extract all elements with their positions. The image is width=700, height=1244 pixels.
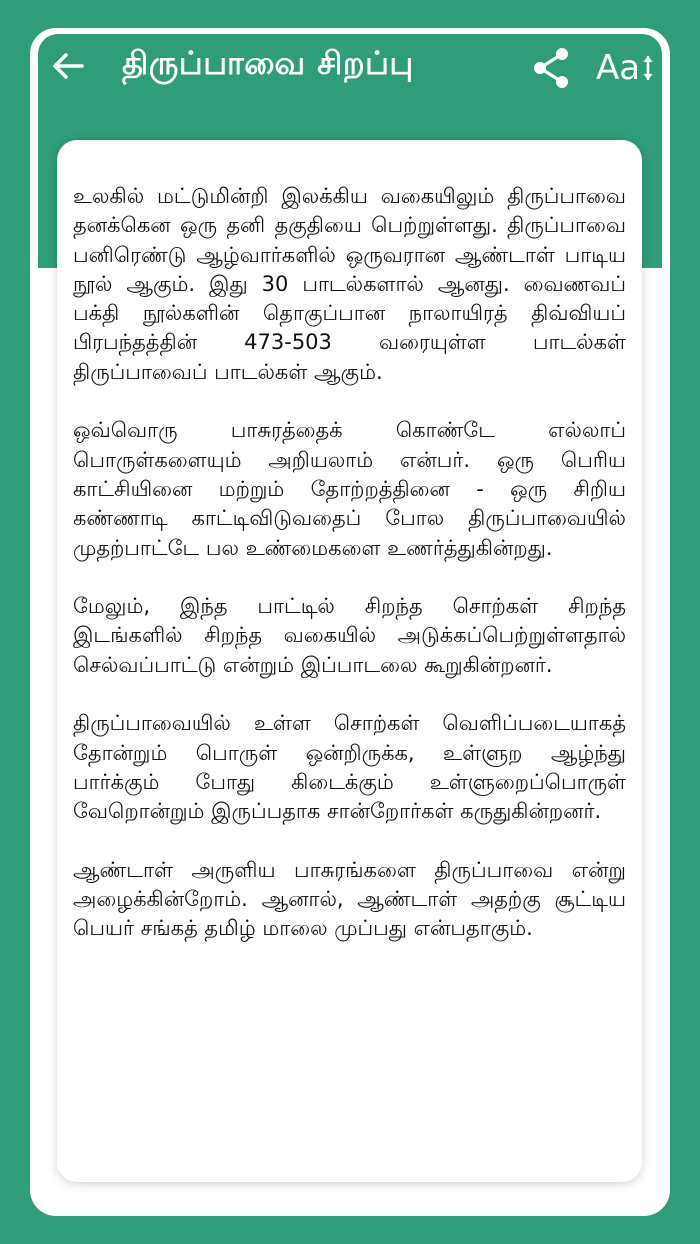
font-size-icon [642,53,654,83]
app-screen [30,28,670,1216]
paragraph: உலகில் மட்டுமின்றி இலக்கிய வகையிலும் திருப்பாவை தனக்கென ஒரு தனி தகுதியை பெற்றுள்ளது. திருப்பாவை பனிரெண்டு ஆழ்வார்களில் ஒருவரான ஆண்டாள் பாடிய நூல் ஆகும். இது 30 பாடல்களால் ஆனது. வைணவப் பக்தி நூல்களின் தொகுப்பான நாலாயிரத் திவ்வியப் பிரபந்தத்தின் 473-503 வரையுள்ள பாடல்கள் திருப்பாவைப் பாடல்கள் ஆகும். [73,184,626,384]
font-size-label: Aa [596,48,641,88]
content-card[interactable] [57,140,642,1182]
font-size-button[interactable] [596,46,654,90]
back-arrow-icon [48,46,88,86]
paragraph: ஒவ்வொரு பாசுரத்தைக் கொண்டே எல்லாப் பொருள்களையும் அறியலாம் என்பர். ஒரு பெரிய காட்சியினை மற்றும் தோற்றத்தினை - ஒரு சிறிய கண்ணாடி காட்டிவிடுவதைப் போல திருப்பாவையில் முதற்பாட்டே பல உண்மைகளை உணர்த்துகின்றது. [73,418,626,560]
paragraph: ஆண்டாள் அருளிய பாசுரங்களை திருப்பாவை என்று அழைக்கின்றோம். ஆனால், ஆண்டாள் அதற்கு சூட்டிய பெயர் சங்கத் தமிழ் மாலை முப்பது என்பதாகும். [73,857,626,941]
back-button[interactable] [48,46,88,86]
paragraph: திருப்பாவையில் உள்ள சொற்கள் வெளிப்படையாகத் தோன்றும் பொருள் ஒன்றிருக்க, உள்ளுற ஆழ்ந்து பார்க்கும் போது கிடைக்கும் உள்ளுறைப்பொருள் வேறொன்றும் இருப்பதாக சான்றோர்கள் கருதுகின்றனர். [73,711,626,824]
article-body [73,182,626,973]
page-title: திருப்பாவை சிறப்பு [122,44,414,82]
share-icon [528,44,576,92]
share-button[interactable] [528,44,576,92]
paragraph: மேலும், இந்த பாட்டில் சிறந்த சொற்கள் சிறந்த இடங்களில் சிறந்த வகையில் அடுக்கப்பெற்றுள்ளதால் செல்வப்பாட்டு என்றும் இப்பாடலை கூறுகின்றனர். [73,594,626,677]
